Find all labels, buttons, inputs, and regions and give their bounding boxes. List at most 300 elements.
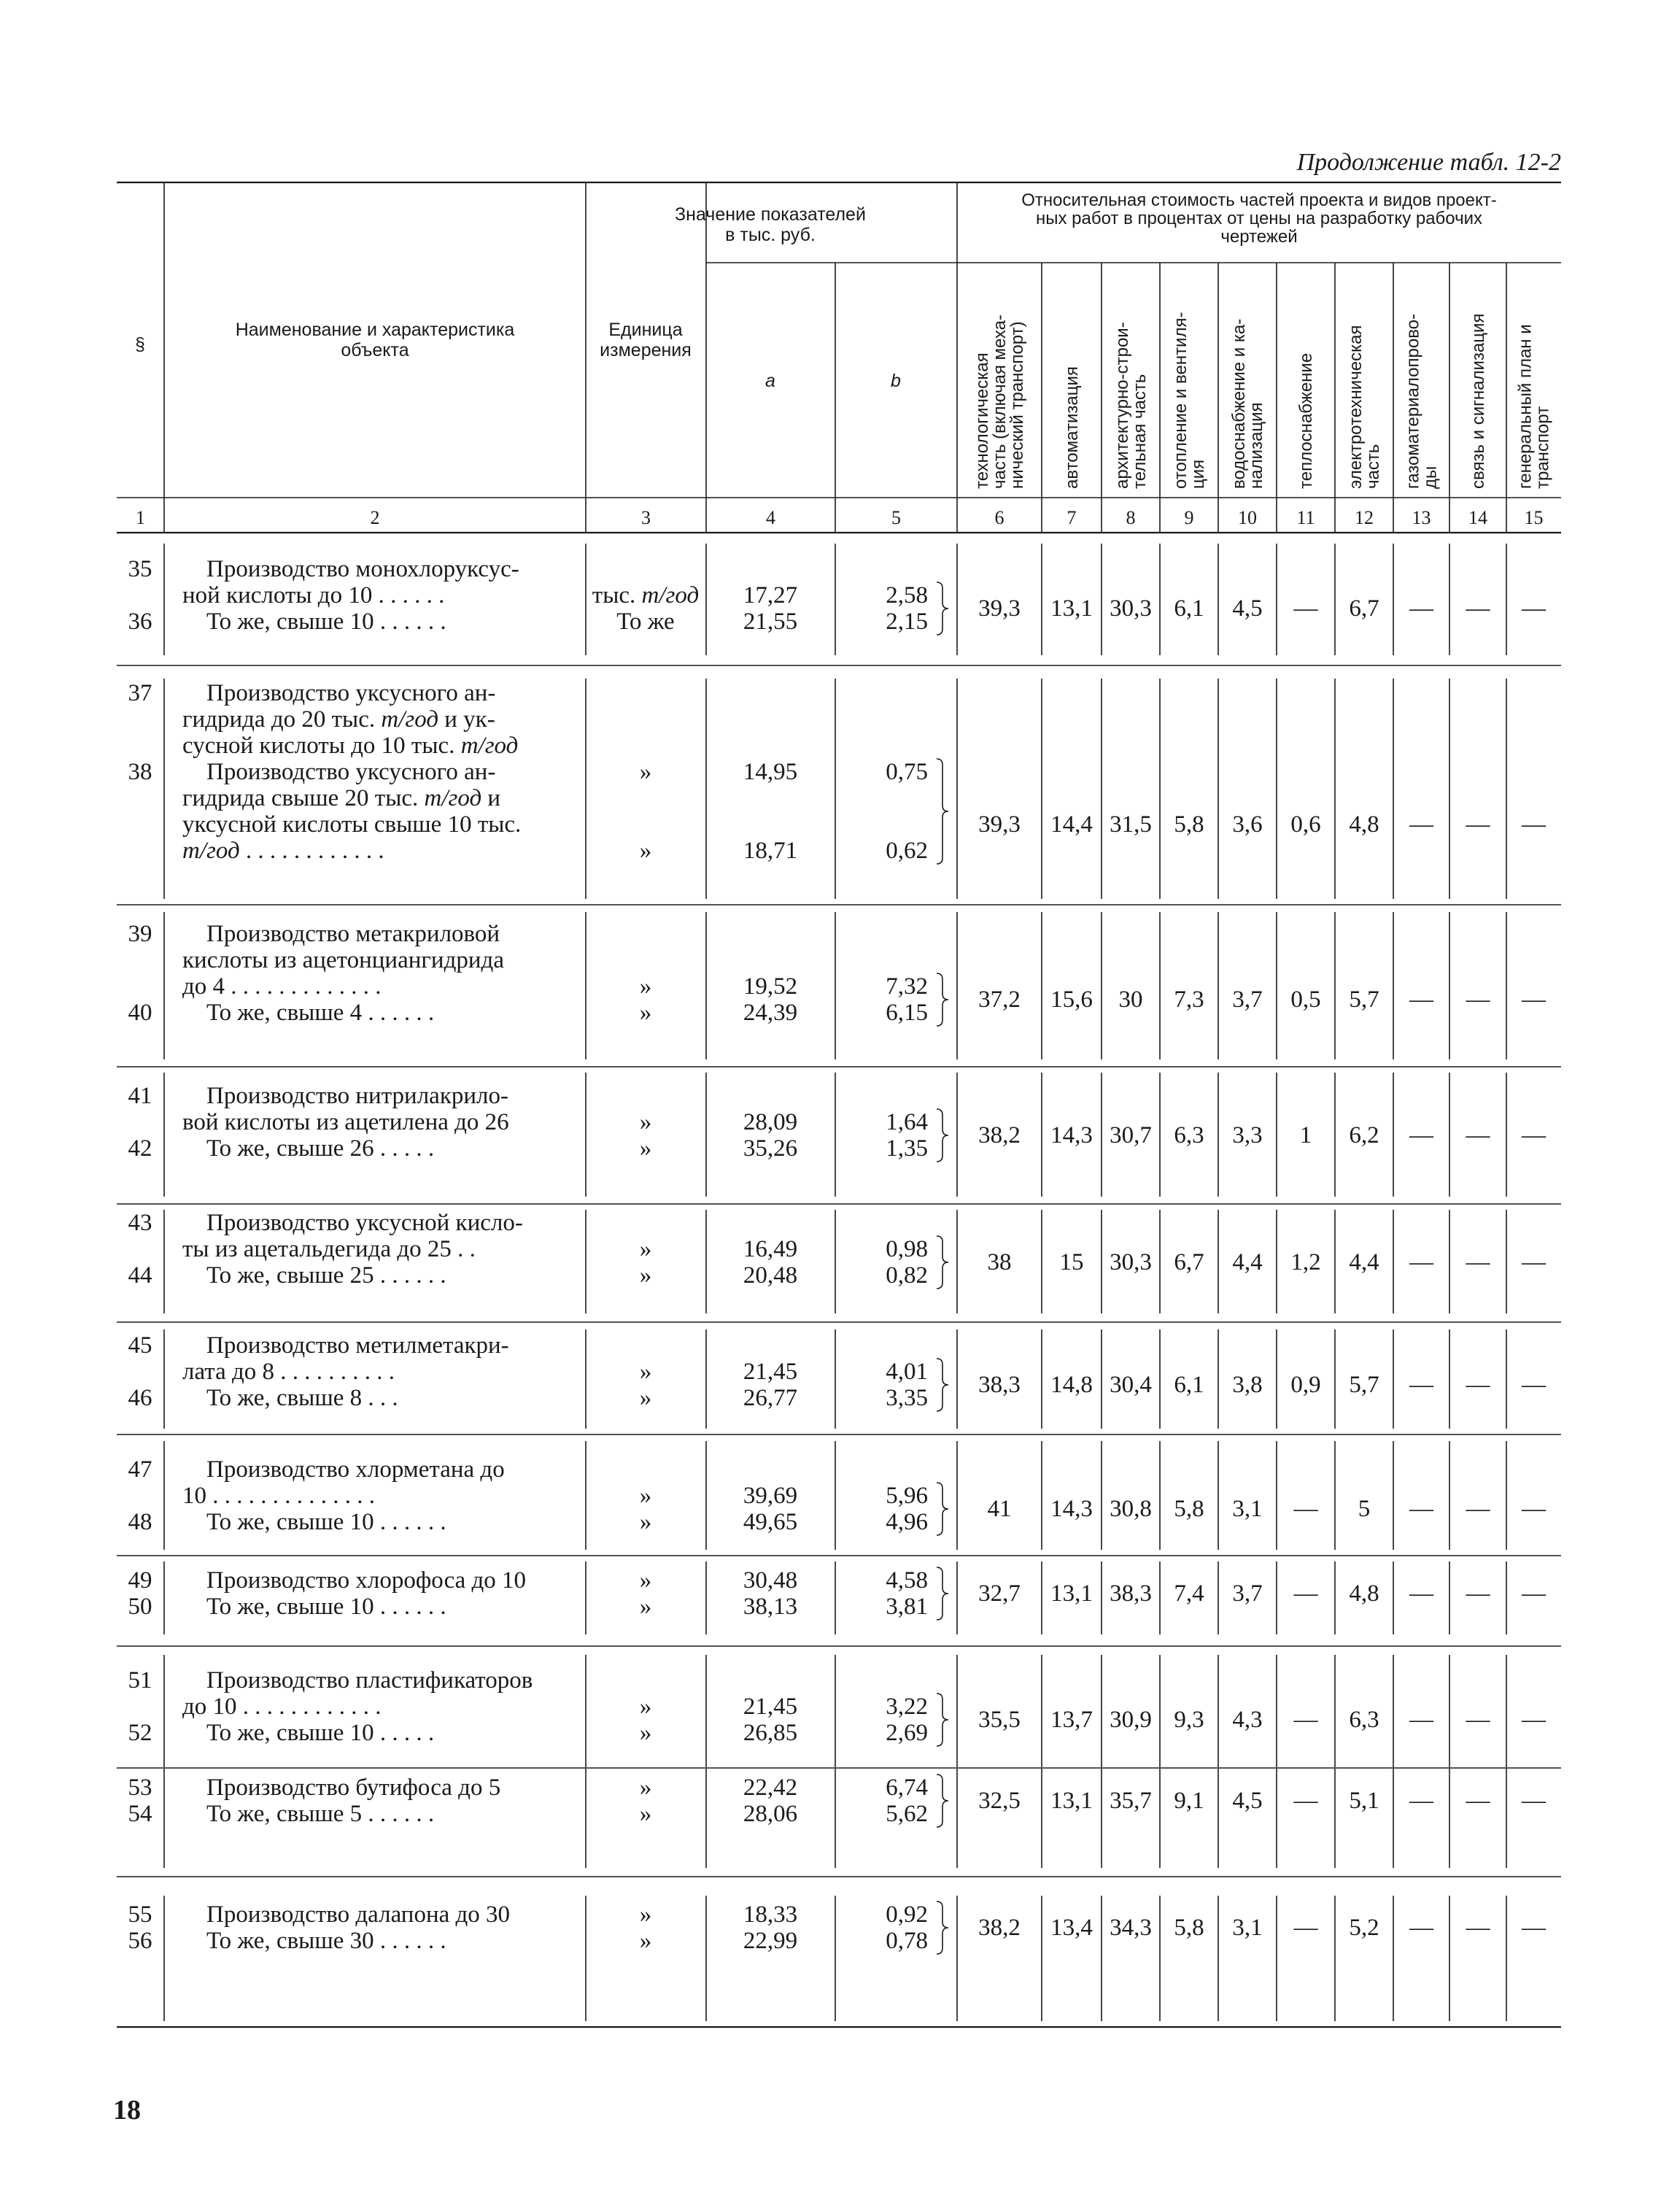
object-name: Производство уксусного ан- — [206, 759, 496, 785]
relative-group-header: ных работ в процентах от цены на разработку рабочих — [1035, 209, 1483, 228]
value-b: 2,69 — [886, 1720, 928, 1746]
unit-value: » — [639, 973, 652, 1000]
pct-value-col-7: 14,3 — [1050, 1496, 1093, 1522]
pct-value-col-10: 4,5 — [1232, 595, 1263, 622]
row-number: 44 — [128, 1262, 152, 1289]
col-number: 15 — [1524, 507, 1544, 528]
table-body — [128, 556, 1547, 1954]
row-number: 35 — [128, 556, 152, 582]
unit-value: » — [639, 1567, 652, 1594]
value-b: 4,01 — [886, 1359, 928, 1385]
part-header-8: ды — [1420, 466, 1441, 489]
value-a: 17,27 — [743, 582, 798, 609]
row-number: 39 — [128, 921, 152, 947]
pct-value-col-15: — — [1522, 811, 1546, 838]
pct-value-col-13: — — [1409, 1707, 1433, 1733]
object-name: То же, свыше 26 . . . . . — [206, 1135, 435, 1162]
row-number: 56 — [128, 1928, 152, 1954]
pct-value-col-13: — — [1409, 595, 1433, 622]
value-b: 2,15 — [886, 609, 928, 635]
part-header-7: часть — [1363, 444, 1383, 489]
row-number: 42 — [128, 1135, 152, 1162]
row-number: 50 — [128, 1594, 152, 1620]
pct-value-col-15: — — [1522, 1707, 1546, 1733]
pct-value-col-11: 0,6 — [1290, 811, 1321, 838]
value-a: 20,48 — [743, 1262, 798, 1289]
pct-value-col-12: 5,7 — [1349, 986, 1379, 1013]
relative-group-header: чертежей — [1220, 227, 1298, 247]
row-number: 49 — [128, 1567, 152, 1594]
unit-value: » — [639, 1236, 652, 1262]
pct-value-col-10: 4,4 — [1232, 1249, 1263, 1275]
object-name: То же, свыше 5 . . . . . . — [206, 1801, 435, 1827]
col-b-header: b — [891, 371, 901, 391]
pct-value-col-6: 32,5 — [978, 1788, 1021, 1814]
pct-value-col-13: — — [1409, 1496, 1433, 1522]
value-b: 3,22 — [886, 1694, 928, 1720]
group-brace — [937, 1236, 948, 1289]
pct-value-col-7: 14,8 — [1050, 1372, 1093, 1398]
table-row — [128, 1567, 1547, 1620]
col-a-header: a — [765, 371, 775, 391]
pct-value-col-15: — — [1522, 1496, 1546, 1522]
object-name: То же, свыше 25 . . . . . . — [206, 1262, 446, 1289]
unit-value: » — [639, 1000, 652, 1026]
pct-value-col-13: — — [1409, 1122, 1433, 1148]
pct-value-col-12: 5 — [1358, 1496, 1371, 1522]
pct-value-col-8: 38,3 — [1110, 1580, 1152, 1607]
part-header-3: архитектурно-строи- — [1112, 322, 1132, 489]
col-number: 13 — [1412, 507, 1431, 528]
pct-value-col-9: 5,8 — [1174, 1915, 1204, 1941]
value-b: 3,35 — [886, 1385, 928, 1411]
col-number: 3 — [641, 507, 651, 528]
value-a: 38,13 — [743, 1594, 798, 1620]
unit-value: » — [639, 1928, 652, 1954]
pct-value-col-11: 0,9 — [1290, 1372, 1321, 1398]
pct-value-col-9: 6,7 — [1174, 1249, 1204, 1275]
value-b: 4,96 — [886, 1509, 928, 1535]
unit-value: » — [639, 1594, 652, 1620]
part-header-1: часть (включая меха- — [990, 314, 1010, 489]
pct-value-col-14: — — [1466, 1496, 1490, 1522]
unit-value: » — [639, 1694, 652, 1720]
part-header-1: технологическая — [972, 352, 992, 489]
value-b: 0,62 — [886, 838, 928, 864]
object-name: То же, свыше 10 . . . . . — [206, 1720, 435, 1746]
pct-value-col-13: — — [1409, 1915, 1433, 1941]
pct-value-col-11: — — [1293, 1496, 1318, 1522]
section-header: § — [135, 334, 145, 355]
pct-value-col-8: 30,3 — [1110, 595, 1152, 622]
part-header-4: ция — [1188, 459, 1208, 489]
object-name: Производство метилметакри- — [206, 1332, 509, 1359]
value-a: 28,06 — [743, 1801, 798, 1827]
object-name: Производство бутифоса до 5 — [206, 1775, 501, 1801]
object-name: до 10 . . . . . . . . . . . . — [182, 1694, 382, 1720]
unit-header: Единица — [608, 320, 683, 340]
value-b: 0,82 — [886, 1262, 928, 1289]
pct-value-col-15: — — [1522, 1788, 1546, 1814]
unit-value: То же — [616, 609, 675, 635]
pct-value-col-6: 38,3 — [978, 1372, 1021, 1398]
object-name: 10 . . . . . . . . . . . . . . — [182, 1483, 375, 1509]
group-brace — [937, 582, 948, 635]
pct-value-col-15: — — [1522, 1122, 1546, 1148]
pct-value-col-14: — — [1466, 1372, 1490, 1398]
part-header-5: водоснабжение и ка- — [1229, 318, 1249, 489]
pct-value-col-14: — — [1466, 1249, 1490, 1275]
unit-value: » — [639, 1262, 652, 1289]
name-header-line2: объекта — [341, 340, 409, 360]
pct-value-col-11: 0,5 — [1290, 986, 1321, 1013]
pct-value-col-9: 5,8 — [1174, 1496, 1204, 1522]
value-a: 22,42 — [743, 1775, 798, 1801]
unit-value: » — [639, 1109, 652, 1135]
pct-value-col-15: — — [1522, 1372, 1546, 1398]
col-number: 6 — [994, 507, 1004, 528]
value-b: 0,75 — [886, 759, 928, 785]
pct-value-col-7: 13,1 — [1050, 595, 1093, 622]
value-a: 18,71 — [743, 838, 798, 864]
value-b: 0,78 — [886, 1928, 928, 1954]
pct-value-col-11: — — [1293, 1707, 1318, 1733]
pct-value-col-10: 3,7 — [1232, 986, 1263, 1013]
object-name: Производство уксусного ан- — [206, 680, 496, 706]
value-a: 19,52 — [743, 973, 798, 1000]
object-name: т/год . . . . . . . . . . . . — [182, 838, 384, 864]
pct-value-col-6: 35,5 — [978, 1707, 1021, 1733]
table-row — [128, 1775, 1547, 1827]
group-brace — [937, 1359, 948, 1411]
values-group-header: Значение показателей — [675, 204, 866, 225]
object-name: вой кислоты из ацетилена до 26 — [182, 1109, 509, 1135]
row-number: 43 — [128, 1210, 152, 1236]
col-number: 1 — [136, 507, 145, 528]
pct-value-col-13: — — [1409, 811, 1433, 838]
value-a: 28,09 — [743, 1109, 798, 1135]
row-number: 41 — [128, 1083, 152, 1109]
object-name: То же, свыше 10 . . . . . . — [206, 1509, 446, 1535]
table-row — [128, 1083, 1547, 1162]
pct-value-col-8: 31,5 — [1110, 811, 1152, 838]
pct-value-col-8: 30,7 — [1110, 1122, 1152, 1148]
value-a: 21,45 — [743, 1694, 798, 1720]
pct-value-col-12: 5,2 — [1349, 1915, 1379, 1941]
pct-value-col-9: 7,4 — [1174, 1580, 1204, 1607]
value-b: 5,96 — [886, 1483, 928, 1509]
pct-value-col-15: — — [1522, 1249, 1546, 1275]
unit-value: » — [639, 1901, 652, 1928]
pct-value-col-12: 6,7 — [1349, 595, 1379, 622]
pct-value-col-9: 6,1 — [1174, 595, 1204, 622]
pct-value-col-7: 15,6 — [1050, 986, 1093, 1013]
pct-value-col-13: — — [1409, 1249, 1433, 1275]
col-number: 2 — [370, 507, 380, 528]
value-a: 26,85 — [743, 1720, 798, 1746]
unit-value: » — [639, 1509, 652, 1535]
pct-value-col-6: 37,2 — [978, 986, 1021, 1013]
object-name: То же, свыше 8 . . . — [206, 1385, 398, 1411]
object-name: Производство нитрилакрило- — [206, 1083, 508, 1109]
object-name: до 4 . . . . . . . . . . . . . — [182, 973, 382, 1000]
value-b: 1,64 — [886, 1109, 928, 1135]
pct-value-col-14: — — [1466, 1122, 1490, 1148]
pct-value-col-7: 13,7 — [1050, 1707, 1093, 1733]
object-name: То же, свыше 10 . . . . . . — [206, 609, 446, 635]
group-brace — [937, 973, 948, 1026]
pct-value-col-8: 30,4 — [1110, 1372, 1152, 1398]
col-number: 8 — [1126, 507, 1136, 528]
unit-value: » — [639, 759, 652, 785]
pct-value-col-12: 4,8 — [1349, 811, 1379, 838]
value-b: 6,15 — [886, 1000, 928, 1026]
group-brace — [937, 1775, 948, 1827]
pct-value-col-9: 9,1 — [1174, 1788, 1204, 1814]
pct-value-col-6: 38,2 — [978, 1122, 1021, 1148]
part-header-9: связь и сигнализация — [1468, 313, 1488, 489]
part-header-10: генеральный план и — [1515, 324, 1536, 489]
col-number: 10 — [1238, 507, 1257, 528]
pct-value-col-7: 15 — [1059, 1249, 1084, 1275]
object-name: Производство монохлоруксус- — [206, 556, 519, 582]
name-header: Наименование и характеристика — [235, 320, 515, 340]
col-number: 7 — [1067, 507, 1077, 528]
unit-value: » — [639, 1359, 652, 1385]
unit-value: » — [639, 1775, 652, 1801]
pct-value-col-8: 30 — [1118, 986, 1143, 1013]
pct-value-col-10: 4,5 — [1232, 1788, 1263, 1814]
col-number: 11 — [1296, 507, 1315, 528]
pct-value-col-15: — — [1522, 986, 1546, 1013]
pct-value-col-11: — — [1293, 1580, 1318, 1607]
pct-value-col-6: 32,7 — [978, 1580, 1021, 1607]
group-brace — [937, 1109, 948, 1162]
group-brace — [937, 1483, 948, 1535]
pct-value-col-8: 34,3 — [1110, 1915, 1152, 1941]
row-number: 38 — [128, 759, 152, 785]
relative-group-header: Относительная стоимость частей проекта и видов проект- — [1021, 190, 1497, 210]
value-b: 0,92 — [886, 1901, 928, 1928]
pct-value-col-13: — — [1409, 986, 1433, 1013]
value-b: 3,81 — [886, 1594, 928, 1620]
pct-value-col-11: — — [1293, 1915, 1318, 1941]
value-a: 24,39 — [743, 1000, 798, 1026]
pct-value-col-9: 6,1 — [1174, 1372, 1204, 1398]
object-name: ной кислоты до 10 . . . . . . — [182, 582, 445, 609]
pct-value-col-8: 30,8 — [1110, 1496, 1152, 1522]
object-name: гидрида свыше 20 тыс. т/год и — [182, 785, 501, 811]
pct-value-col-15: — — [1522, 1915, 1546, 1941]
part-header-8: газоматериалопрово- — [1403, 313, 1423, 489]
pct-value-col-8: 35,7 — [1110, 1788, 1152, 1814]
value-a: 21,45 — [743, 1359, 798, 1385]
value-a: 49,65 — [743, 1509, 798, 1535]
pct-value-col-9: 6,3 — [1174, 1122, 1204, 1148]
values-group-header-line2: в тыс. руб. — [725, 225, 816, 245]
group-brace — [937, 759, 948, 864]
row-number: 53 — [128, 1775, 152, 1801]
unit-value: » — [639, 1135, 652, 1162]
pct-value-col-12: 4,4 — [1349, 1249, 1379, 1275]
col-number: 4 — [766, 507, 775, 528]
row-number: 46 — [128, 1385, 152, 1411]
table-row — [128, 556, 1547, 635]
part-header-3: тельная часть — [1130, 374, 1150, 489]
object-name: Производство хлорметана до — [206, 1456, 505, 1483]
unit-value: » — [639, 838, 652, 864]
table-header — [135, 190, 1552, 528]
unit-value: » — [639, 1720, 652, 1746]
pct-value-col-10: 3,3 — [1232, 1122, 1263, 1148]
pct-value-col-11: 1,2 — [1290, 1249, 1321, 1275]
part-header-7: электротехническая — [1346, 325, 1366, 489]
object-name: Производство хлорофоса до 10 — [206, 1567, 527, 1594]
part-header-5: нализация — [1247, 402, 1266, 489]
pct-value-col-7: 14,3 — [1050, 1122, 1093, 1148]
pct-value-col-10: 4,3 — [1232, 1707, 1263, 1733]
pct-value-col-13: — — [1409, 1788, 1433, 1814]
col-number: 12 — [1355, 507, 1374, 528]
pct-value-col-11: — — [1293, 595, 1318, 622]
pct-value-col-11: — — [1293, 1788, 1318, 1814]
pct-value-col-14: — — [1466, 1788, 1490, 1814]
object-name: То же, свыше 4 . . . . . . — [206, 1000, 435, 1026]
pct-value-col-12: 6,3 — [1349, 1707, 1379, 1733]
value-a: 39,69 — [743, 1483, 798, 1509]
pct-value-col-8: 30,3 — [1110, 1249, 1152, 1275]
value-a: 35,26 — [743, 1135, 798, 1162]
row-number: 40 — [128, 1000, 152, 1026]
table-row — [128, 1667, 1547, 1746]
row-number: 36 — [128, 609, 152, 635]
part-header-1: нический транспорт) — [1007, 321, 1027, 489]
unit-header-line2: измерения — [600, 340, 692, 360]
pct-value-col-12: 6,2 — [1349, 1122, 1379, 1148]
pct-value-col-11: 1 — [1299, 1122, 1312, 1148]
value-a: 30,48 — [743, 1567, 798, 1594]
pct-value-col-9: 7,3 — [1174, 986, 1204, 1013]
value-a: 26,77 — [743, 1385, 798, 1411]
value-b: 2,58 — [886, 582, 928, 609]
row-number: 52 — [128, 1720, 152, 1746]
table-row — [128, 1210, 1547, 1289]
pct-value-col-12: 5,1 — [1349, 1788, 1379, 1814]
pct-value-col-9: 5,8 — [1174, 811, 1204, 838]
object-name: ты из ацетальдегида до 25 . . — [182, 1236, 476, 1262]
table-row — [128, 921, 1547, 1026]
group-brace — [937, 1901, 948, 1954]
object-name: сусной кислоты до 10 тыс. т/год — [182, 733, 519, 759]
object-name: кислоты из ацетонциангидрида — [182, 947, 504, 973]
value-b: 5,62 — [886, 1801, 928, 1827]
pct-value-col-10: 3,8 — [1232, 1372, 1263, 1398]
page-number: 18 — [113, 2095, 141, 2125]
value-b: 7,32 — [886, 973, 928, 1000]
part-header-10: транспорт — [1533, 406, 1553, 489]
row-number: 45 — [128, 1332, 152, 1359]
col-number: 9 — [1184, 507, 1194, 528]
unit-value: » — [639, 1801, 652, 1827]
object-name: Производство уксусной кисло- — [206, 1210, 523, 1236]
pct-value-col-10: 3,1 — [1232, 1915, 1263, 1941]
row-number: 48 — [128, 1509, 152, 1535]
pct-value-col-14: — — [1466, 1915, 1490, 1941]
pct-value-col-13: — — [1409, 1372, 1433, 1398]
row-number: 47 — [128, 1456, 152, 1483]
table-row — [128, 1456, 1547, 1535]
pct-value-col-7: 13,1 — [1050, 1580, 1093, 1607]
object-name: Производство метакриловой — [206, 921, 500, 947]
pct-value-col-9: 9,3 — [1174, 1707, 1204, 1733]
part-header-4: отопление и вентиля- — [1171, 312, 1191, 489]
object-name: Производство далапона до 30 — [206, 1901, 511, 1928]
value-b: 4,58 — [886, 1567, 928, 1594]
pct-value-col-10: 3,7 — [1232, 1580, 1263, 1607]
pct-value-col-14: — — [1466, 1707, 1490, 1733]
pct-value-col-6: 38,2 — [978, 1915, 1021, 1941]
value-b: 6,74 — [886, 1775, 928, 1801]
object-name: лата до 8 . . . . . . . . . . — [182, 1359, 395, 1385]
pct-value-col-15: — — [1522, 1580, 1546, 1607]
col-number: 14 — [1468, 507, 1487, 528]
pct-value-col-6: 39,3 — [978, 811, 1021, 838]
pct-value-col-7: 13,4 — [1050, 1915, 1093, 1941]
value-a: 22,99 — [743, 1928, 798, 1954]
table-row — [128, 680, 1547, 864]
row-number: 51 — [128, 1667, 152, 1694]
object-name: То же, свыше 10 . . . . . . — [206, 1594, 446, 1620]
table-caption: Продолжение табл. 12-2 — [1296, 149, 1561, 176]
row-number: 55 — [128, 1901, 152, 1928]
group-brace — [937, 1694, 948, 1746]
pct-value-col-14: — — [1466, 986, 1490, 1013]
value-a: 16,49 — [743, 1236, 798, 1262]
object-name: Производство пластификаторов — [206, 1667, 533, 1694]
part-header-2: автоматизация — [1062, 366, 1082, 489]
pct-value-col-10: 3,6 — [1232, 811, 1263, 838]
pct-value-col-14: — — [1466, 811, 1490, 838]
unit-value: » — [639, 1483, 652, 1509]
group-brace — [937, 1567, 948, 1620]
row-number: 54 — [128, 1801, 152, 1827]
unit-value: тыс. т/год — [592, 582, 700, 609]
object-name: То же, свыше 30 . . . . . . — [206, 1928, 446, 1954]
unit-value: » — [639, 1385, 652, 1411]
pct-value-col-10: 3,1 — [1232, 1496, 1263, 1522]
pct-value-col-6: 39,3 — [978, 595, 1021, 622]
pct-value-col-14: — — [1466, 1580, 1490, 1607]
value-b: 0,98 — [886, 1236, 928, 1262]
pct-value-col-6: 41 — [987, 1496, 1012, 1522]
table-row — [128, 1332, 1547, 1411]
value-a: 18,33 — [743, 1901, 798, 1928]
pct-value-col-8: 30,9 — [1110, 1707, 1152, 1733]
value-a: 21,55 — [743, 609, 798, 635]
pct-value-col-13: — — [1409, 1580, 1433, 1607]
value-a: 14,95 — [743, 759, 798, 785]
table-row — [128, 1901, 1547, 1954]
object-name: гидрида до 20 тыс. т/год и ук- — [182, 706, 495, 733]
pct-value-col-15: — — [1522, 595, 1546, 622]
pct-value-col-14: — — [1466, 595, 1490, 622]
col-number: 5 — [891, 507, 901, 528]
pct-value-col-7: 13,1 — [1050, 1788, 1093, 1814]
row-number: 37 — [128, 680, 152, 706]
pct-value-col-6: 38 — [987, 1249, 1012, 1275]
pct-value-col-7: 14,4 — [1050, 811, 1093, 838]
part-header-6: теплоснабжение — [1296, 352, 1316, 489]
